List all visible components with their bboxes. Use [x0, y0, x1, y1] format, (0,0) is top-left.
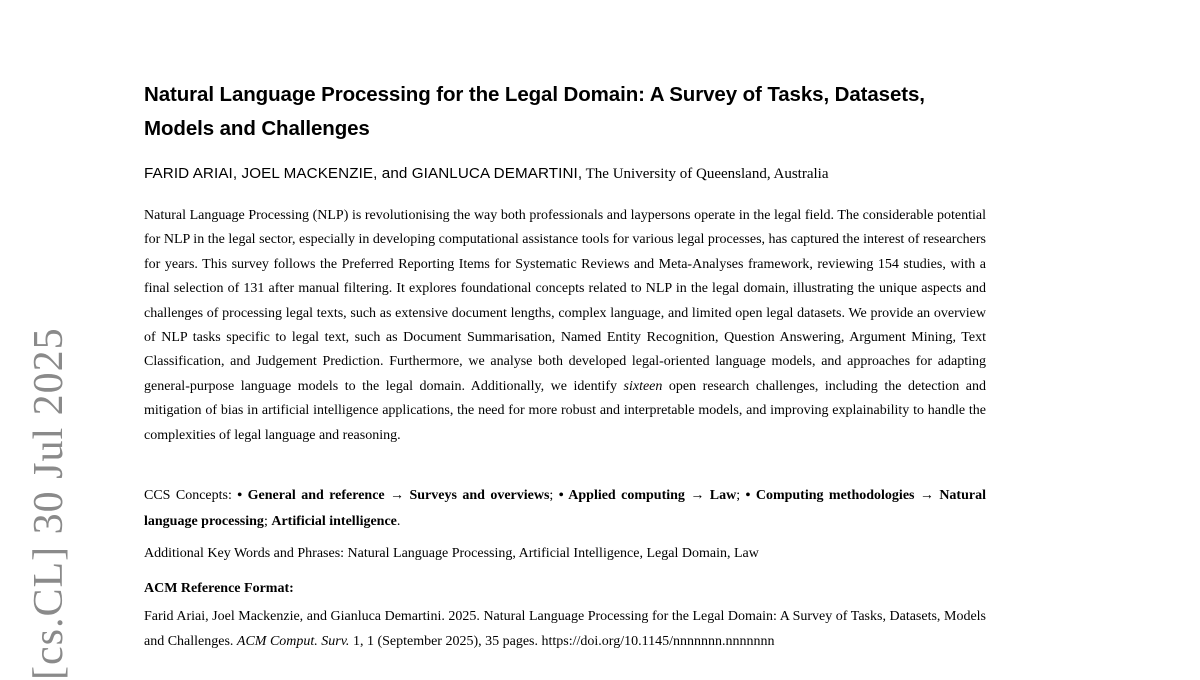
text-run: Law	[709, 488, 737, 503]
paper-title: Natural Language Processing for the Legal Domain: A Survey of Tasks, Datasets, Models and Challenges	[144, 83, 925, 140]
text-run: ;	[263, 513, 272, 529]
text-run: sixteen	[623, 378, 663, 394]
acm-reference-heading: ACM Reference Format:	[144, 581, 294, 596]
text-run: Surveys and overviews	[409, 488, 550, 503]
text-run: →	[914, 488, 940, 503]
text-run: ;	[549, 488, 559, 503]
arxiv-watermark: [cs.CL] 30 Jul 2025	[26, 327, 72, 680]
keywords-line: Additional Key Words and Phrases: Natural Language Processing, Artificial Intelligence, Legal Domain, Law	[144, 546, 759, 561]
text-run: • Computing methodologies	[745, 488, 915, 503]
text-run: ACM Comput. Surv.	[236, 634, 350, 650]
text-run: Artificial intelligence	[271, 513, 397, 529]
text-run: →	[684, 488, 710, 503]
abstract-text	[144, 204, 986, 448]
text-run: ;	[736, 488, 746, 503]
text-run: Farid Ariai, Joel Mackenzie, and Gianluca Demartini. 2025. Natural Language Processing for the Legal Domain: A Survey of Tasks, Datasets, Models and Challenges.	[144, 609, 986, 650]
ccs-concepts	[144, 483, 986, 534]
text-run: • Applied computing	[558, 488, 685, 503]
text-run: Natural language processing	[144, 488, 986, 529]
text-run: FARID ARIAI, JOEL MACKENZIE, and GIANLUCA DEMARTINI,	[144, 165, 583, 182]
text-run: open research challenges, including the detection and mitigation of bias in artificial intelligence applications, the need for more robust and interpretable models, and improving explainability to handle the complexities of legal language and reasoning.	[144, 378, 986, 443]
text-run: CCS Concepts:	[144, 488, 238, 503]
acm-reference-citation	[144, 604, 986, 654]
authors-line	[144, 163, 986, 185]
text-run: →	[384, 488, 410, 503]
text-run: Natural Language Processing (NLP) is revolutionising the way both professionals and laypersons operate in the legal field. The considerable potential for NLP in the legal sector, especially in developing computational assistance tools for various legal processes, has captured the interest of researchers for years. This survey follows the Preferred Reporting Items for Systematic Reviews and Meta-Analyses framework, reviewing 154 studies, with a final selection of 131 after manual filtering. It explores foundational concepts related to NLP in the legal domain, illustrating the unique aspects and challenges of processing legal texts, such as extensive document lengths, complex language, and limited open legal datasets. We provide an overview of NLP tasks specific to legal text, such as Document Summarisation, Named Entity Recognition, Question Answering, Argument Mining, Text Classification, and Judgement Prediction. Furthermore, we analyse both developed legal-oriented language models, and approaches for adapting general-purpose language models to the legal domain. Additionally, we identify	[144, 208, 986, 394]
text-run: The University of Queensland, Australia	[582, 166, 829, 182]
text-run: • General and reference	[237, 488, 385, 503]
doi-link[interactable]: https://doi.org/10.1145/nnnnnnn.nnnnnnn	[541, 634, 775, 650]
text-run: .	[396, 513, 401, 529]
text-run: 1, 1 (September 2025), 35 pages.	[349, 634, 542, 650]
